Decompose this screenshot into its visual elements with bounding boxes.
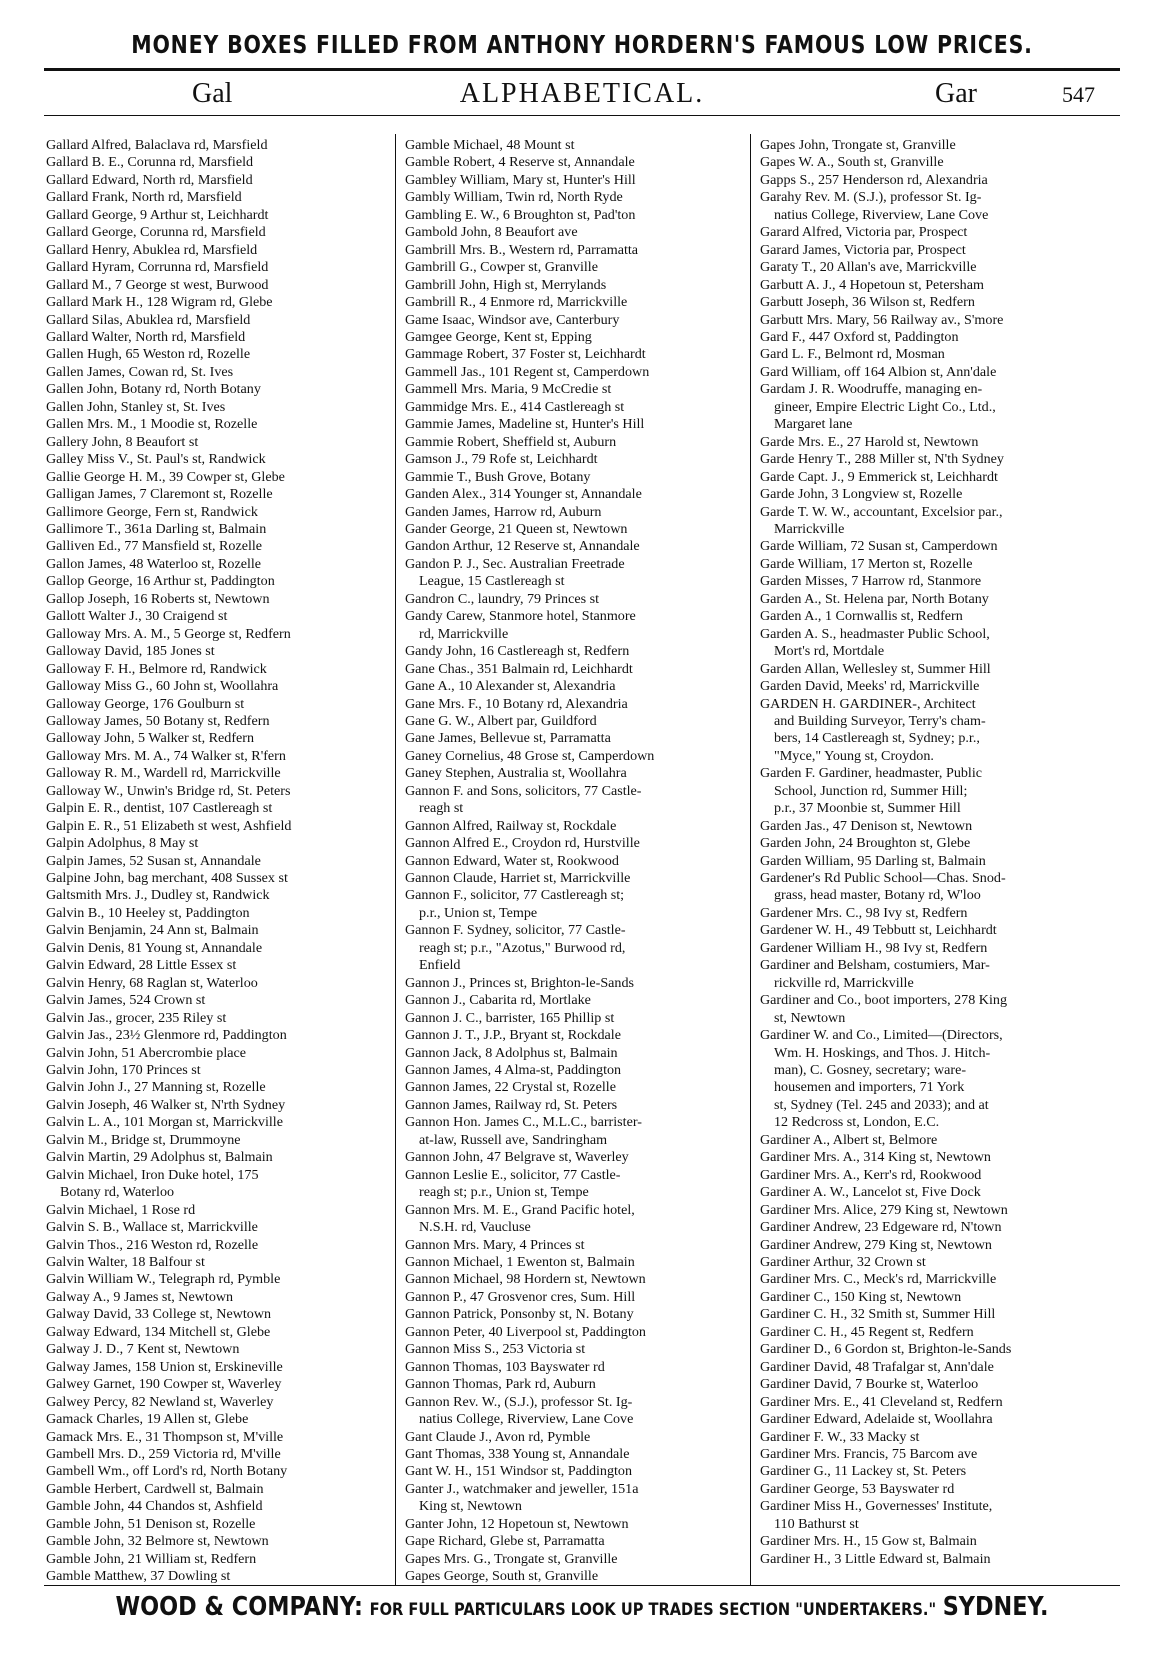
directory-entry: Gallard Alfred, Balaclava rd, Marsfield xyxy=(46,137,268,153)
directory-entry: Gandron C., laundry, 79 Princes st xyxy=(405,590,600,607)
directory-entry-continuation: "Myce," Young st, Croydon. xyxy=(774,747,934,764)
directory-entry: Gardiner and Co., boot importers, 278 King xyxy=(760,992,1007,1009)
directory-entry: Gannon Peter, 40 Liverpool st, Paddington xyxy=(405,1323,646,1340)
directory-entry: Gallen James, Cowan rd, St. Ives xyxy=(46,363,234,380)
directory-entry: Gardener Mrs. C., 98 Ivy st, Redfern xyxy=(760,904,968,921)
directory-entry: Gane Chas., 351 Balmain rd, Leichhardt xyxy=(405,660,633,677)
directory-entry: Gardiner Arthur, 32 Crown st xyxy=(760,1254,926,1270)
directory-entry: Gallen Mrs. M., 1 Moodie st, Rozelle xyxy=(46,416,258,433)
directory-entry: Gallie George H. M., 39 Cowper st, Glebe xyxy=(46,468,285,485)
directory-entry: Gannon Leslie E., solicitor, 77 Castle- xyxy=(405,1166,621,1183)
footer-message: FOR FULL PARTICULARS LOOK UP TRADES SECTION "UNDERTAKERS." xyxy=(369,1600,937,1620)
directory-entry: Garde Henry T., 288 Miller st, N'th Sydney xyxy=(760,451,1004,468)
directory-entry: Garbutt Mrs. Mary, 56 Railway av., S'more xyxy=(760,311,1004,328)
header-range-start: Gal xyxy=(192,78,233,109)
directory-entry: Gannon F. Sydney, solicitor, 77 Castle- xyxy=(405,922,626,939)
directory-entry: Gallen Hugh, 65 Weston rd, Rozelle xyxy=(46,346,251,363)
directory-entry: Garden F. Gardiner, headmaster, Public xyxy=(760,765,982,782)
directory-entry: Gambly William, Twin rd, North Ryde xyxy=(405,189,623,206)
footer-rule xyxy=(44,1585,1120,1586)
directory-entry: Galliven Ed., 77 Mansfield st, Rozelle xyxy=(46,538,263,555)
directory-entry: Gannon James, Railway rd, St. Peters xyxy=(405,1096,618,1113)
directory-entry: Gammidge Mrs. E., 414 Castlereagh st xyxy=(405,398,625,415)
directory-entry: Galloway Miss G., 60 John st, Woollahra xyxy=(46,678,279,695)
directory-entry: Gambell Mrs. D., 259 Victoria rd, M'ville xyxy=(46,1445,281,1462)
directory-entry: Gardener W. H., 49 Tebbutt st, Leichhardt xyxy=(760,922,997,939)
directory-entry: Galvin S. B., Wallace st, Marrickville xyxy=(46,1219,258,1236)
directory-entry: Gannon John, 47 Belgrave st, Waverley xyxy=(405,1149,629,1166)
directory-entry: Garden A. S., headmaster Public School, xyxy=(760,625,990,642)
directory-column-1 xyxy=(46,137,392,1586)
directory-entry: Gapes W. A., South st, Granville xyxy=(760,154,944,171)
directory-entry: Ganey Cornelius, 48 Grose st, Camperdown xyxy=(405,747,655,764)
directory-entry: Gallop Joseph, 16 Roberts st, Newtown xyxy=(46,590,270,607)
directory-entry: Gamble Robert, 4 Reserve st, Annandale xyxy=(405,154,635,171)
directory-entry: Gannon F., solicitor, 77 Castlereagh st; xyxy=(405,887,625,904)
directory-entry: GARDEN H. GARDINER-, Architect xyxy=(760,695,976,712)
directory-entry-continuation: Enfield xyxy=(419,957,461,974)
directory-entry: Garden John, 24 Broughton st, Glebe xyxy=(760,835,971,852)
directory-entry: Gannon Miss S., 253 Victoria st xyxy=(405,1341,586,1358)
directory-entry: Gammie T., Bush Grove, Botany xyxy=(405,468,591,485)
directory-entry: Galvin Joseph, 46 Walker st, N'rth Sydney xyxy=(46,1096,286,1113)
directory-entry: Gallard Henry, Abuklea rd, Marsfield xyxy=(46,241,258,258)
directory-entry: Galvin Benjamin, 24 Ann st, Balmain xyxy=(46,922,259,939)
directory-entry: Gammie Robert, Sheffield st, Auburn xyxy=(405,433,617,450)
directory-entry: Gallimore T., 361a Darling st, Balmain xyxy=(46,520,267,537)
directory-entry-continuation: natius College, Riverview, Lane Cove xyxy=(419,1411,634,1428)
directory-entry: Gallard B. E., Corunna rd, Marsfield xyxy=(46,154,254,171)
directory-entry: Galvin Henry, 68 Raglan st, Waterloo xyxy=(46,974,258,991)
header-range-end: Gar xyxy=(935,78,977,109)
directory-entry: Garahy Rev. M. (S.J.), professor St. Ig- xyxy=(760,189,982,206)
directory-entry: Gardiner Andrew, 279 King st, Newtown xyxy=(760,1236,992,1253)
directory-entry: Galvin John, 51 Abercrombie place xyxy=(46,1044,246,1061)
directory-entry: Garard James, Victoria par, Prospect xyxy=(760,241,966,258)
directory-entry-continuation: reagh st; p.r., Union st, Tempe xyxy=(419,1184,589,1201)
directory-entry: Gannon Patrick, Ponsonby st, N. Botany xyxy=(405,1306,634,1323)
directory-entry: Galvin James, 524 Crown st xyxy=(46,992,206,1009)
directory-entry: Galvin Martin, 29 Adolphus st, Balmain xyxy=(46,1149,273,1166)
directory-entry-continuation: st, Sydney (Tel. 245 and 2033); and at xyxy=(774,1096,989,1113)
directory-entry: Galtsmith Mrs. J., Dudley st, Randwick xyxy=(46,887,270,904)
directory-entry-continuation: at-law, Russell ave, Sandringham xyxy=(419,1131,608,1148)
directory-entry: Ganden James, Harrow rd, Auburn xyxy=(405,503,602,520)
directory-entry: Gardener's Rd Public School—Chas. Snod- xyxy=(760,870,1006,887)
directory-entry: Gannon F. and Sons, solicitors, 77 Castle- xyxy=(405,782,642,799)
directory-entry: Game Isaac, Windsor ave, Canterbury xyxy=(405,311,620,328)
directory-entry: Galwey Percy, 82 Newland st, Waverley xyxy=(46,1393,274,1410)
directory-entry: Gamgee George, Kent st, Epping xyxy=(405,328,592,345)
directory-entry-continuation: man), C. Gosney, secretary; ware- xyxy=(774,1062,967,1079)
directory-entry: Galpine John, bag merchant, 408 Sussex st xyxy=(46,870,288,887)
top-banner: MONEY BOXES FILLED FROM ANTHONY HORDERN'S FAMOUS LOW PRICES. xyxy=(131,30,1033,59)
directory-entry-continuation: Wm. H. Hoskings, and Thos. J. Hitch- xyxy=(774,1044,991,1061)
directory-entry: Gammie James, Madeline st, Hunter's Hill xyxy=(405,416,645,433)
directory-entry: Galloway R. M., Wardell rd, Marrickville xyxy=(46,765,281,782)
directory-entry: Garde T. W. W., accountant, Excelsior par., xyxy=(760,503,1003,520)
directory-entry: Gannon Thomas, Park rd, Auburn xyxy=(405,1376,596,1393)
directory-entry: Galvin Jas., 23½ Glenmore rd, Paddington xyxy=(46,1027,287,1044)
directory-entry: Galway J. D., 7 Kent st, Newtown xyxy=(46,1341,240,1358)
directory-entry: Gardiner D., 6 Gordon st, Brighton-le-Sands xyxy=(760,1341,1012,1358)
directory-entry-continuation: p.r., 37 Moonbie st, Summer Hill xyxy=(774,800,961,817)
directory-entry-continuation: School, Junction rd, Summer Hill; xyxy=(774,782,968,799)
directory-entry: Galpin Adolphus, 8 May st xyxy=(46,835,199,852)
directory-entry: Gard William, off 164 Albion st, Ann'dale xyxy=(760,363,997,380)
directory-entry: Gambrill John, High st, Merrylands xyxy=(405,276,607,293)
directory-entry: Gardiner G., 11 Lackey st, St. Peters xyxy=(760,1463,967,1480)
directory-entry: Garde Mrs. E., 27 Harold st, Newtown xyxy=(760,433,979,450)
directory-entry: Gammell Jas., 101 Regent st, Camperdown xyxy=(405,363,650,380)
directory-entry: Gardiner H., 3 Little Edward st, Balmain xyxy=(760,1550,991,1567)
directory-entry: Galwey Garnet, 190 Cowper st, Waverley xyxy=(46,1376,282,1393)
directory-entry: Garden A., St. Helena par, North Botany xyxy=(760,590,989,607)
directory-entry: Garard Alfred, Victoria par, Prospect xyxy=(760,224,968,241)
directory-entry: Garde William, 72 Susan st, Camperdown xyxy=(760,538,998,555)
directory-entry: Gannon J. C., barrister, 165 Phillip st xyxy=(405,1009,615,1026)
directory-entry: Galloway Mrs. A. M., 5 George st, Redfern xyxy=(46,625,291,642)
directory-entry: Gannon Hon. James C., M.L.C., barrister- xyxy=(405,1114,642,1131)
directory-entry: Gardiner C., 150 King st, Newtown xyxy=(760,1288,962,1305)
directory-entry: Gannon James, 4 Alma-st, Paddington xyxy=(405,1062,622,1079)
directory-entry-continuation: Marrickville xyxy=(774,520,845,537)
directory-entry: Galpin James, 52 Susan st, Annandale xyxy=(46,852,261,869)
directory-entry-continuation: gineer, Empire Electric Light Co., Ltd., xyxy=(774,398,996,415)
directory-entry-continuation: natius College, Riverview, Lane Cove xyxy=(774,206,989,223)
top-rule xyxy=(44,68,1120,71)
directory-entry: Garden Allan, Wellesley st, Summer Hill xyxy=(760,660,991,677)
directory-entry: Gander George, 21 Queen st, Newtown xyxy=(405,520,628,537)
directory-entry: Garaty T., 20 Allan's ave, Marrickville xyxy=(760,259,977,276)
directory-entry: Gardiner Mrs. Francis, 75 Barcom ave xyxy=(760,1445,978,1462)
directory-entry: Gane Mrs. F., 10 Botany rd, Alexandria xyxy=(405,695,628,712)
directory-entry-continuation: reagh st xyxy=(419,800,464,817)
directory-entry: Garde John, 3 Longview st, Rozelle xyxy=(760,486,963,503)
directory-entry: Gamble Michael, 48 Mount st xyxy=(405,137,575,153)
directory-entry: Gardiner Mrs. C., Meck's rd, Marrickville xyxy=(760,1271,997,1288)
header-rule xyxy=(44,115,1120,116)
directory-entry: Gallard Frank, North rd, Marsfield xyxy=(46,189,242,206)
directory-entry: Gamble Herbert, Cardwell st, Balmain xyxy=(46,1480,264,1497)
directory-entry-continuation: Margaret lane xyxy=(774,416,853,433)
directory-entry: Gardiner Edward, Adelaide st, Woollahra xyxy=(760,1411,993,1428)
directory-entry: Gannon Mrs. Mary, 4 Princes st xyxy=(405,1236,585,1253)
directory-entry: Gardiner C. H., 32 Smith st, Summer Hill xyxy=(760,1306,996,1323)
directory-entry: Galvin Thos., 216 Weston rd, Rozelle xyxy=(46,1236,259,1253)
directory-entry: Gannon Edward, Water st, Rookwood xyxy=(405,852,619,869)
directory-entry-continuation: rd, Marrickville xyxy=(419,625,509,642)
directory-entry: Gallen John, Stanley st, St. Ives xyxy=(46,398,226,415)
directory-entry: Garde William, 17 Merton st, Rozelle xyxy=(760,555,973,572)
directory-entry: Gammage Robert, 37 Foster st, Leichhardt xyxy=(405,346,646,363)
directory-entry: Gapps S., 257 Henderson rd, Alexandria xyxy=(760,171,988,188)
directory-entry-continuation: st, Newtown xyxy=(774,1009,846,1026)
directory-entry: Gane A., 10 Alexander st, Alexandria xyxy=(405,678,616,695)
directory-entry: Galloway George, 176 Goulburn st xyxy=(46,695,245,712)
footer-advertisement xyxy=(81,1592,1082,1622)
directory-entry: Gambrill R., 4 Enmore rd, Marrickville xyxy=(405,294,628,311)
directory-entry: Gapes Mrs. G., Trongate st, Granville xyxy=(405,1550,618,1567)
directory-entry: Gannon Claude, Harriet st, Marrickville xyxy=(405,870,631,887)
directory-entry: Gardiner Mrs. A., Kerr's rd, Rookwood xyxy=(760,1166,982,1183)
directory-entry: Gannon J., Cabarita rd, Mortlake xyxy=(405,992,591,1009)
directory-entry: Galvin L. A., 101 Morgan st, Marrickville xyxy=(46,1114,283,1131)
directory-entry: Gamble John, 32 Belmore st, Newtown xyxy=(46,1533,269,1550)
directory-entry: Galway James, 158 Union st, Erskineville xyxy=(46,1358,283,1375)
directory-entry: Gallard George, 9 Arthur st, Leichhardt xyxy=(46,206,269,223)
directory-entry: Galloway W., Unwin's Bridge rd, St. Peters xyxy=(46,782,291,799)
directory-entry: Gambley William, Mary st, Hunter's Hill xyxy=(405,171,636,188)
directory-entry: Gardiner F. W., 33 Macky st xyxy=(760,1428,920,1445)
directory-entry-continuation: N.S.H. rd, Vaucluse xyxy=(419,1219,531,1236)
directory-entry: Gannon Michael, 1 Ewenton st, Balmain xyxy=(405,1254,635,1270)
directory-entry: Galloway Mrs. M. A., 74 Walker st, R'fern xyxy=(46,747,286,764)
directory-entry: Galway Edward, 134 Mitchell st, Glebe xyxy=(46,1323,271,1340)
directory-entry: Gallard George, Corunna rd, Marsfield xyxy=(46,224,266,241)
directory-entry: Gannon Jack, 8 Adolphus st, Balmain xyxy=(405,1044,618,1061)
directory-entry: Gandon P. J., Sec. Australian Freetrade xyxy=(405,555,625,572)
directory-entry-continuation: Mort's rd, Mortdale xyxy=(774,643,885,660)
directory-entry: Garde Capt. J., 9 Emmerick st, Leichhardt xyxy=(760,468,998,485)
directory-entry-continuation: p.r., Union st, Tempe xyxy=(419,904,538,921)
directory-entry: Gannon Michael, 98 Hordern st, Newtown xyxy=(405,1271,646,1288)
directory-entry: Gallimore George, Fern st, Randwick xyxy=(46,503,258,520)
directory-entry: Gallop George, 16 Arthur st, Paddington xyxy=(46,573,275,590)
directory-entry: Gardiner A. W., Lancelot st, Five Dock xyxy=(760,1184,981,1201)
directory-entry: Galvin Michael, 1 Rose rd xyxy=(46,1201,196,1218)
directory-entry: Garden Misses, 7 Harrow rd, Stanmore xyxy=(760,573,982,590)
directory-entry: Gallard Hyram, Corrunna rd, Marsfield xyxy=(46,259,269,276)
directory-entry: Garbutt Joseph, 36 Wilson st, Redfern xyxy=(760,294,975,311)
directory-entry: Gannon J., Princes st, Brighton-le-Sands xyxy=(405,974,635,991)
directory-entry: Gannon P., 47 Grosvenor cres, Sum. Hill xyxy=(405,1288,636,1305)
column-divider xyxy=(395,134,396,1585)
directory-entry: Gannon Alfred E., Croydon rd, Hurstville xyxy=(405,835,640,852)
directory-entry: Gardiner Mrs. H., 15 Gow st, Balmain xyxy=(760,1533,977,1550)
directory-column-3 xyxy=(760,137,1106,1568)
directory-entry: Gannon Thomas, 103 Bayswater rd xyxy=(405,1358,605,1375)
directory-entry: Gardiner C. H., 45 Regent st, Redfern xyxy=(760,1323,974,1340)
directory-entry: Gambling E. W., 6 Broughton st, Pad'ton xyxy=(405,206,636,223)
footer-city: SYDNEY. xyxy=(942,1592,1049,1622)
directory-entry: Gapes John, Trongate st, Granville xyxy=(760,137,956,153)
directory-entry: Galvin John, 170 Princes st xyxy=(46,1062,201,1079)
directory-entry: Gallard Walter, North rd, Marsfield xyxy=(46,328,246,345)
directory-entry: Gapes George, South st, Granville xyxy=(405,1568,599,1585)
directory-entry: Gardiner David, 7 Bourke st, Waterloo xyxy=(760,1376,979,1393)
directory-entry: Gardiner Miss H., Governesses' Institute, xyxy=(760,1498,993,1515)
directory-entry: Gannon Alfred, Railway st, Rockdale xyxy=(405,817,617,834)
directory-entry-continuation: reagh st; p.r., "Azotus," Burwood rd, xyxy=(419,939,626,956)
directory-entry: Galvin William W., Telegraph rd, Pymble xyxy=(46,1271,281,1288)
directory-entry: Galvin B., 10 Heeley st, Paddington xyxy=(46,904,250,921)
directory-entry-continuation: 12 Redcross st, London, E.C. xyxy=(774,1114,940,1131)
directory-entry: Galvin Walter, 18 Balfour st xyxy=(46,1254,205,1270)
directory-entry: Gardiner Andrew, 23 Edgeware rd, N'town xyxy=(760,1219,1002,1236)
directory-entry: Gandy John, 16 Castlereagh st, Redfern xyxy=(405,643,630,660)
directory-entry: Galloway F. H., Belmore rd, Randwick xyxy=(46,660,267,677)
directory-entry: Gamson J., 79 Rofe st, Leichhardt xyxy=(405,451,598,468)
directory-entry: Gardiner A., Albert st, Belmore xyxy=(760,1131,938,1148)
directory-entry: Garden Jas., 47 Denison st, Newtown xyxy=(760,817,973,834)
directory-entry: Gant Claude J., Avon rd, Pymble xyxy=(405,1428,591,1445)
directory-entry: Gardiner Mrs. Alice, 279 King st, Newtown xyxy=(760,1201,1008,1218)
directory-entry: Gardiner Mrs. E., 41 Cleveland st, Redfern xyxy=(760,1393,1003,1410)
directory-entry: Galley Miss V., St. Paul's st, Randwick xyxy=(46,451,266,468)
directory-entry: Gambrill Mrs. B., Western rd, Parramatta xyxy=(405,241,639,258)
page-number: 547 xyxy=(1062,82,1095,107)
directory-entry: Gardiner and Belsham, costumiers, Mar- xyxy=(760,957,990,974)
directory-entry-continuation: Botany rd, Waterloo xyxy=(60,1184,175,1201)
directory-entry: Galvin Michael, Iron Duke hotel, 175 xyxy=(46,1166,259,1183)
directory-entry: Gane G. W., Albert par, Guildford xyxy=(405,712,597,729)
directory-entry: Gammell Mrs. Maria, 9 McCredie st xyxy=(405,381,612,398)
directory-entry: Galpin E. R., dentist, 107 Castlereagh st xyxy=(46,800,273,817)
directory-entry: Galway A., 9 James st, Newtown xyxy=(46,1288,234,1305)
directory-entry: Gane James, Bellevue st, Parramatta xyxy=(405,730,611,747)
directory-entry: Galligan James, 7 Claremont st, Rozelle xyxy=(46,486,273,503)
directory-entry: Gardiner George, 53 Bayswater rd xyxy=(760,1480,955,1497)
directory-entry: Gannon James, 22 Crystal st, Rozelle xyxy=(405,1079,616,1096)
directory-entry: Garden David, Meeks' rd, Marrickville xyxy=(760,678,980,695)
directory-entry: Gant Thomas, 338 Young st, Annandale xyxy=(405,1445,630,1462)
directory-entry: Gard F., 447 Oxford st, Paddington xyxy=(760,328,959,345)
directory-entry: Gannon Rev. W., (S.J.), professor St. Ig- xyxy=(405,1393,633,1410)
directory-entry: Gallery John, 8 Beaufort st xyxy=(46,433,199,450)
directory-entry: Galvin Denis, 81 Young st, Annandale xyxy=(46,939,263,956)
directory-entry: Gamble John, 51 Denison st, Rozelle xyxy=(46,1515,256,1532)
directory-entry: Galway David, 33 College st, Newtown xyxy=(46,1306,272,1323)
directory-entry: Galvin John J., 27 Manning st, Rozelle xyxy=(46,1079,266,1096)
directory-entry: Gandy Carew, Stanmore hotel, Stanmore xyxy=(405,608,636,625)
directory-entry: Galloway James, 50 Botany st, Redfern xyxy=(46,712,270,729)
directory-column-2 xyxy=(405,137,751,1586)
directory-entry: Gardiner W. and Co., Limited—(Directors, xyxy=(760,1027,1003,1044)
directory-entry: Gardiner Mrs. A., 314 King st, Newtown xyxy=(760,1149,991,1166)
directory-entry: Gardiner David, 48 Trafalgar st, Ann'dale xyxy=(760,1358,994,1375)
directory-entry: Garbutt A. J., 4 Hopetoun st, Petersham xyxy=(760,276,984,293)
directory-entry: Gallard Edward, North rd, Marsfield xyxy=(46,171,253,188)
directory-entry-continuation: League, 15 Castlereagh st xyxy=(419,573,565,590)
directory-entry: Galvin Edward, 28 Little Essex st xyxy=(46,957,237,974)
directory-entry-continuation: King st, Newtown xyxy=(419,1498,522,1515)
directory-entry: Gamack Mrs. E., 31 Thompson st, M'ville xyxy=(46,1428,284,1445)
directory-entry: Gallard Silas, Abuklea rd, Marsfield xyxy=(46,311,251,328)
directory-entry: Galpin E. R., 51 Elizabeth st west, Ashfield xyxy=(46,817,292,834)
directory-entry: Gallon James, 48 Waterloo st, Rozelle xyxy=(46,555,262,572)
directory-entry: Gambold John, 8 Beaufort ave xyxy=(405,224,578,241)
directory-entry: Gannon Mrs. M. E., Grand Pacific hotel, xyxy=(405,1201,635,1218)
directory-entry: Gallott Walter J., 30 Craigend st xyxy=(46,608,228,625)
directory-entry-continuation: and Building Surveyor, Terry's cham- xyxy=(774,712,986,729)
directory-entry: Gape Richard, Glebe st, Parramatta xyxy=(405,1533,605,1550)
directory-entry: Gallard Mark H., 128 Wigram rd, Glebe xyxy=(46,294,273,311)
directory-entry: Gandon Arthur, 12 Reserve st, Annandale xyxy=(405,538,640,555)
directory-entry: Gamble Matthew, 37 Dowling st xyxy=(46,1568,231,1585)
directory-entry: Gambrill G., Cowper st, Granville xyxy=(405,259,598,276)
directory-entry-continuation: housemen and importers, 71 York xyxy=(774,1079,965,1096)
directory-entry: Gardam J. R. Woodruffe, managing en- xyxy=(760,381,983,398)
directory-entry-continuation: 110 Bathurst st xyxy=(774,1515,859,1532)
directory-entry: Galvin M., Bridge st, Drummoyne xyxy=(46,1131,241,1148)
directory-entry: Gamble John, 44 Chandos st, Ashfield xyxy=(46,1498,263,1515)
directory-entry: Gannon J. T., J.P., Bryant st, Rockdale xyxy=(405,1027,621,1044)
directory-entry: Gallard M., 7 George st west, Burwood xyxy=(46,276,269,293)
directory-entry: Gallen John, Botany rd, North Botany xyxy=(46,381,261,398)
footer-company: WOOD & COMPANY: xyxy=(115,1592,364,1622)
directory-entry: Galloway David, 185 Jones st xyxy=(46,643,215,660)
directory-entry-continuation: rickville rd, Marrickville xyxy=(774,974,914,991)
directory-entry: Garden A., 1 Cornwallis st, Redfern xyxy=(760,608,963,625)
directory-entry: Garden William, 95 Darling st, Balmain xyxy=(760,852,986,869)
directory-entry: Gardener William H., 98 Ivy st, Redfern xyxy=(760,939,988,956)
directory-entry: Galvin Jas., grocer, 235 Riley st xyxy=(46,1009,227,1026)
directory-entry: Ganter John, 12 Hopetoun st, Newtown xyxy=(405,1515,629,1532)
directory-entry-continuation: bers, 14 Castlereagh st, Sydney; p.r., xyxy=(774,730,980,747)
directory-entry: Gard L. F., Belmont rd, Mosman xyxy=(760,346,945,363)
directory-entry: Ganey Stephen, Australia st, Woollahra xyxy=(405,765,627,782)
directory-entry: Ganter J., watchmaker and jeweller, 151a xyxy=(405,1480,639,1497)
directory-entry: Gambell Wm., off Lord's rd, North Botany xyxy=(46,1463,288,1480)
directory-entry: Gamack Charles, 19 Allen st, Glebe xyxy=(46,1411,249,1428)
directory-entry: Ganden Alex., 314 Younger st, Annandale xyxy=(405,486,642,503)
header-title: ALPHABETICAL. xyxy=(459,78,705,109)
directory-entry: Gant W. H., 151 Windsor st, Paddington xyxy=(405,1463,633,1480)
directory-entry-continuation: grass, head master, Botany rd, W'loo xyxy=(774,887,981,904)
directory-entry: Gamble John, 21 William st, Redfern xyxy=(46,1550,257,1567)
directory-entry: Galloway John, 5 Walker st, Redfern xyxy=(46,730,255,747)
